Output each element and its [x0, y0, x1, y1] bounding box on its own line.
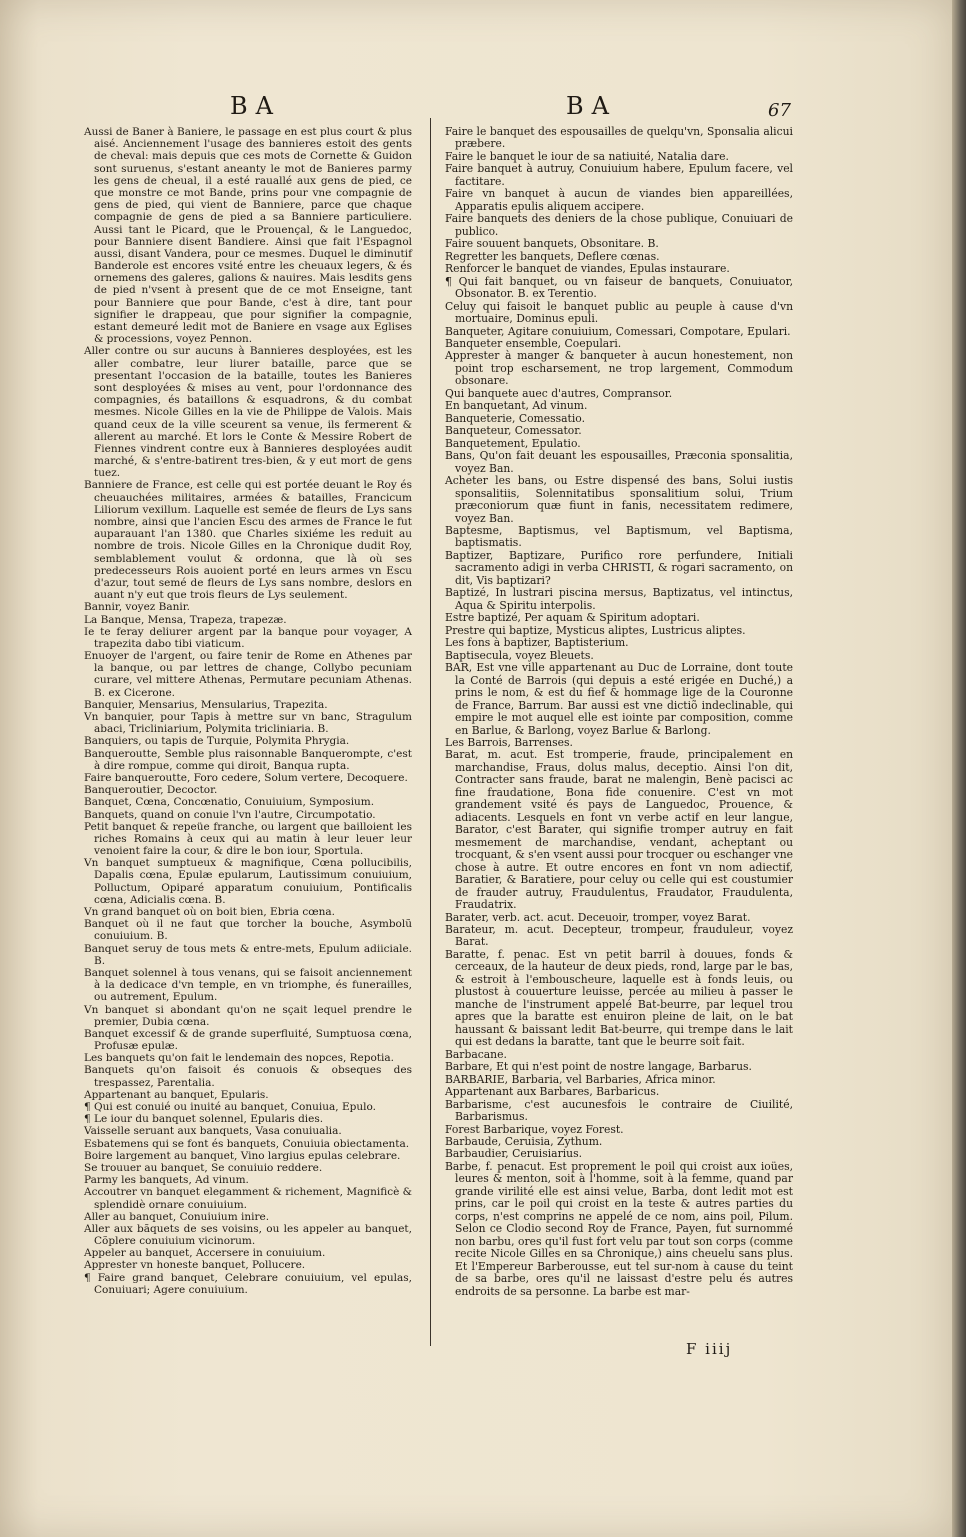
- dictionary-entry: Faire banqueroutte, Foro cedere, Solum vertere, Decoquere.: [84, 771, 408, 784]
- dictionary-entry: Banquiers, ou tapis de Turquie, Polymita Phrygia.: [84, 735, 350, 748]
- dictionary-entry: ¶ Faire grand banquet, Celebrare conuiuium, vel epulas, Conuiuari; Agere conuiuium.: [84, 1271, 412, 1296]
- dictionary-entry: Bans, Qu'on fait deuant les espousailles, Præconia sponsalitia, voyez Ban.: [445, 449, 793, 475]
- dictionary-entry: Vn banquier, pour Tapis à mettre sur vn banc, Stragulum abaci, Tricliniarium, Polymita tricliniaria. B.: [84, 711, 412, 736]
- dictionary-entry: Esbatemens qui se font és banquets, Conuiuia obiectamenta.: [84, 1137, 410, 1150]
- dictionary-entry: Enuoyer de l'argent, ou faire tenir de Rome en Athenes par la banque, ou par lettres de change, Collybo pecuniam curare, vel mittere Athenas, Permutare pecuniam Athenas. B. ex Cicerone.: [84, 650, 412, 699]
- dictionary-entry: Les banquets qu'on fait le lendemain des nopces, Repotia.: [84, 1052, 394, 1065]
- signature-mark: F iiij: [686, 1340, 733, 1358]
- dictionary-entry: Accoutrer vn banquet elegamment & richement, Magnificè & splendidè ornare conuiuium.: [84, 1186, 412, 1211]
- dictionary-entry: Barbe, f. penacut. Est proprement le poil qui croist aux ioües, leures & menton, soit à l'homme, soit à la femme, quand par grande virilité elle est ainsi velue, Barba, dont ledit mot est prins, car le poil qui croist en la teste & autres parties du corps, n'est comprins ne appelé de ce nom, ains poil, Pilum. Selon ce Clodio second Roy de France, Payen, fut surnommé non barbu, ores qu'il fust fort velu par tout son corps (comme recite Nicole Gilles en sa Chronique,) ains cheuelu sans plus. Et l'Empereur Barberousse, eut tel sur-nom à cause du teint de sa barbe, ores qu'il ne laissast d'estre pelu és autres endroits de sa personne. La barbe est mar-: [445, 1159, 793, 1298]
- column-divider: [430, 118, 431, 1346]
- dictionary-entry: Les fons à baptizer, Baptisterium.: [445, 636, 629, 650]
- dictionary-entry: Banqueteur, Comessator.: [445, 424, 582, 438]
- dictionary-entry: Faire souuent banquets, Obsonitare. B.: [445, 237, 659, 251]
- dictionary-entry: Barbacane.: [445, 1047, 507, 1061]
- dictionary-entry: En banquetant, Ad vinum.: [445, 399, 588, 413]
- dictionary-entry: Apprester vn honeste banquet, Pollucere.: [84, 1259, 306, 1272]
- dictionary-entry: Regretter les banquets, Deflere cœnas.: [445, 249, 660, 263]
- dictionary-entry: Faire banquet à autruy, Conuiuium habere, Epulum facere, vel factitare.: [445, 162, 793, 188]
- dictionary-entry: Petit banquet & repeüe franche, ou largent que bailloient les riches Romains à ceux qui au matin à leur leuer leur venoient faire la cour, & dire le bon iour, Sportula.: [84, 820, 412, 858]
- dictionary-entry: ¶ Qui fait banquet, ou vn faiseur de banquets, Conuiuator, Obsonator. B. ex Terentio.: [445, 274, 793, 301]
- dictionary-entry: Banquetement, Epulatio.: [445, 436, 581, 450]
- dictionary-entry: Banniere de France, est celle qui est portée deuant le Roy és cheuauchées militaires, armées & batailles, Francicum Liliorum vexillum. Laquelle est semée de fleurs de Lys sans nombre, ainsi que l'ancien Escu des armes de France le fut auparauant l'an 1380. que Charles sixiéme les reduit au nombre de trois. Nicole Gilles en la Chronique dudit Roy, semblablement voulut & ordonna, que là où ses predecesseurs Rois auoient porté en leurs armes vn Escu d'azur, tout semé de fleurs de Lys sans nombre, deslors en auant n'y eut que trois fleurs de Lys seulement.: [84, 479, 412, 602]
- dictionary-entry: Aller contre ou sur aucuns à Bannieres desployées, est les aller combatre, leur liurer bataille, parce que se presentant l'occasion de la bataille, toutes les Banieres sont desployées & mises au vent, pour l'ordonnance des compagnies, és bataillons & esquadrons, & du combat mesmes. Nicole Gilles en la vie de Philippe de Valois. Mais quand ceux de la ville sceurent sa venue, ils fermerent & allerent au marché. Et lors le Conte & Messire Robert de Fiennes vindrent contre eux à Bannieres desployées audit marché, & s'entre-batirent tres-bien, & y eut mort de gens tuez.: [84, 345, 412, 480]
- dictionary-entry: Baratte, f. penac. Est vn petit barril à douues, fonds & cerceaux, de la hauteur de deux pieds, rond, large par le bas, & estroit à l'embouscheure, laquelle est à fonds leuis, ou plustost à couuerture leuisse, percée au milieu à passer le manche de l'instrument appelé Bat-beurre, par lequel trou apres que la baratte est enuiron pleine de lait, on le bat haussant & baissant ledit Bat-beurre, qui trempe dans le lait qui est dedans la baratte, tant que le beurre soit fait.: [445, 947, 793, 1049]
- dictionary-entry: Baptizer, Baptizare, Purifico rore perfundere, Initiali sacramento adigi in verba CHRISTI, & rogari sacramento, on dit, Vis baptizari?: [445, 548, 793, 587]
- dictionary-entry: Banquets, quand on conuie l'vn l'autre, Circumpotatio.: [84, 808, 376, 821]
- dictionary-entry: Appartenant au banquet, Epularis.: [84, 1088, 269, 1101]
- dictionary-entry: Barateur, m. acut. Decepteur, trompeur, frauduleur, voyez Barat.: [445, 923, 793, 949]
- dictionary-entry: Banquet solennel à tous venans, qui se faisoit anciennement à la dedicace d'vn temple, en vn triomphe, és funerailles, ou autrement, Epulum.: [84, 966, 412, 1004]
- dictionary-entry: Vn grand banquet où on boit bien, Ebria cœna.: [84, 906, 336, 918]
- dictionary-entry: Banquet où il ne faut que torcher la bouche, Asymbolũ conuiuium. B.: [84, 918, 412, 943]
- dictionary-entry: Barater, verb. act. acut. Deceuoir, tromper, voyez Barat.: [445, 910, 751, 924]
- dictionary-entry: Baptizé, In lustrari piscina mersus, Baptizatus, vel intinctus, Aqua & Spiritu interpolis.: [445, 586, 793, 612]
- dictionary-entry: Appartenant aux Barbares, Barbaricus.: [445, 1085, 660, 1099]
- dictionary-entry: Banqueterie, Comessatio.: [445, 411, 586, 425]
- dictionary-entry: Aller au banquet, Conuiuium inire.: [84, 1210, 270, 1223]
- dictionary-entry: La Banque, Mensa, Trapeza, trapezæ.: [84, 613, 287, 626]
- page-edge: [952, 0, 966, 1537]
- dictionary-entry: Baptesme, Baptismus, vel Baptismum, vel Baptisma, baptismatis.: [445, 524, 793, 550]
- dictionary-entry: BAR, Est vne ville appartenant au Duc de Lorraine, dont toute la Conté de Barrois (qui depuis a esté erigée en Duché,) a prins le nom, & est du fief & hommage lige de la Couronne de France, Barrum. Bar aussi est vne dictiõ indeclinable, qui empire le mot auquel elle est iointe par composition, comme en Barlue, & Barlong, voyez Barlue & Barlong.: [445, 661, 793, 737]
- dictionary-entry: Renforcer le banquet de viandes, Epulas instaurare.: [445, 262, 730, 276]
- dictionary-entry: Barbarisme, c'est aucunesfois le contraire de Ciuilité, Barbarismus.: [445, 1097, 793, 1124]
- dictionary-entry: Banqueter, Agitare conuiuium, Comessari, Compotare, Epulari.: [445, 324, 791, 338]
- dictionary-entry: Faire le banquet le iour de sa natiuité, Natalia dare.: [445, 149, 729, 163]
- dictionary-entry: BARBARIE, Barbaria, vel Barbaries, Africa minor.: [445, 1072, 716, 1086]
- dictionary-entry: Barbare, Et qui n'est point de nostre langage, Barbarus.: [445, 1060, 752, 1074]
- dictionary-entry: Baptisecula, voyez Bleuets.: [445, 648, 594, 662]
- dictionary-entry: Vn banquet sumptueux & magnifique, Cœna pollucibilis, Dapalis cœna, Epulæ epularum, Lautissimum conuiuium, Polluctum, Opiparé apparatum conuiuium, Pontificalis cœna, Adicialis cœna. B.: [84, 857, 412, 906]
- dictionary-entry: Aller aux bãquets de ses voisins, ou les appeler au banquet, Cõplere conuiuium vicinorum.: [84, 1222, 412, 1248]
- page-number: 67: [768, 100, 791, 121]
- dictionary-entry: Boire largement au banquet, Vino largius epulas celebrare.: [84, 1149, 401, 1162]
- dictionary-entry: Parmy les banquets, Ad vinum.: [84, 1174, 249, 1187]
- dictionary-entry: Barat, m. acut. Est tromperie, fraude, principalement en marchandise, Fraus, dolus malus, deceptio. Ainsi l'on dit, Contracter sans fraude, barat ne malengin, Benè pacisci ac fine fraudatione, Bona fide conuenire. C'est vn mot grandement vsité és pays de Languedoc, Prouence, & adiacents. Lesquels en font vn verbe actif en leur langue, Barator, c'est Barater, qui signifie tromper autruy en fait mesmement de marchandise, vendant, acheptant ou trocquant, & s'en vsent aussi pour trocquer ou eschanger vne chose à autre. Et outre encores en font vn nom adiectif, Baratier, & Baratiere, pour celuy ou celle qui est coustumier de frauder autruy, Fraudulentus, Fraudator, Fraudulenta, Fraudatrix.: [445, 748, 793, 912]
- left-column: [84, 126, 412, 1296]
- dictionary-entry: Banqueter ensemble, Coepulari.: [445, 336, 622, 350]
- dictionary-entry: Forest Barbarique, voyez Forest.: [445, 1122, 624, 1136]
- dictionary-entry: Estre baptizé, Per aquam & Spiritum adoptari.: [445, 611, 700, 625]
- dictionary-entry: Barbaudier, Ceruisiarius.: [445, 1147, 583, 1161]
- dictionary-entry: Banquier, Mensarius, Mensularius, Trapezita.: [84, 698, 328, 711]
- right-column: [445, 126, 793, 1298]
- dictionary-entry: Les Barrois, Barrenses.: [445, 735, 573, 749]
- dictionary-entry: Se trouuer au banquet, Se conuiuio reddere.: [84, 1161, 323, 1174]
- dictionary-entry: Apprester à manger & banqueter à aucun honestement, non point trop escharsement, ne trop largement, Commodum obsonare.: [445, 349, 793, 388]
- dictionary-entry: Ie te feray deliurer argent par la banque pour voyager, A trapezita dabo tibi viaticum.: [84, 625, 412, 650]
- dictionary-entry: Banquet seruy de tous mets & entre-mets, Epulum adiiciale. B.: [84, 942, 412, 967]
- dictionary-entry: Qui banquete auec d'autres, Compransor.: [445, 386, 673, 400]
- dictionary-entry: Faire le banquet des espousailles de quelqu'vn, Sponsalia alicui præbere.: [445, 125, 793, 151]
- dictionary-entry: Banquet, Cœna, Concœnatio, Conuiuium, Symposium.: [84, 796, 375, 809]
- dictionary-entry: Bannir, voyez Banir.: [84, 601, 190, 614]
- running-head-right: BA: [566, 92, 617, 120]
- dictionary-entry: Aussi de Baner à Baniere, le passage en est plus court & plus aisé. Anciennement l'usage des bannieres estoit des gents de cheval: mais depuis que ces mots de Cornette & Guidon sont suruenus, s'estant aneanty le mot de Banieres parmy les gens de cheual, il a esté rauallé aux gens de pied, ce que monstre ce mot Bande, prins pour vne compagnie de gens de pied, qui vient de Banniere, parce que chaque compagnie de gens de pied a sa Banniere particuliere. Aussi tant le Picard, que le Prouençal, & le Languedoc, pour Banniere disent Bandiere. Ainsi que fait l'Espagnol aussi, disant Vandera, pour ce mesmes. Duquel le diminutif Banderole est encores vsité entre les cheuaux legers, & és ornemens des galeres, galions & nauires. Mais lesdits gens de pied n'vsent à present que de ce mot Enseigne, tant pour Banniere que pour Bande, c'est à dire, tant pour signifier le drappeau, que pour signifier la compagnie, estant demeuré ledit mot de Baniere en vsage aux Eglises & processions, voyez Pennon.: [84, 126, 412, 346]
- dictionary-entry: Vn banquet si abondant qu'on ne sçait lequel prendre le premier, Dubia cœna.: [84, 1003, 412, 1028]
- dictionary-entry: Faire banquets des deniers de la chose publique, Conuiuari de publico.: [445, 212, 793, 238]
- dictionary-entry: ¶ Le iour du banquet solennel, Epularis dies.: [84, 1113, 324, 1126]
- dictionary-entry: Celuy qui faisoit le banquet public au peuple à cause d'vn mortuaire, Dominus epuli.: [445, 299, 793, 326]
- running-head-left: BA: [230, 92, 281, 120]
- dictionary-entry: Acheter les bans, ou Estre dispensé des bans, Solui iustis sponsalitiis, Solennitatibus sponsalitium solui, Trium præconiorum quæ fiunt in fanis, necessitatem redimere, voyez Ban.: [445, 474, 793, 525]
- dictionary-entry: ¶ Qui est conuié ou inuité au banquet, Conuiua, Epulo.: [84, 1101, 376, 1113]
- dictionary-entry: Banqueroutte, Semble plus raisonnable Banquerompte, c'est à dire rompue, comme qui diroit, Banqua rupta.: [84, 747, 412, 772]
- dictionary-entry: Banqueroutier, Decoctor.: [84, 784, 218, 797]
- dictionary-entry: Vaisselle seruant aux banquets, Vasa conuiualia.: [84, 1125, 342, 1138]
- dictionary-entry: Prestre qui baptize, Mysticus aliptes, Lustricus aliptes.: [445, 623, 746, 637]
- dictionary-entry: Appeler au banquet, Accersere in conuiuium.: [84, 1247, 326, 1260]
- dictionary-entry: Banquet excessif & de grande superfluité, Sumptuosa cœna, Profusæ epulæ.: [84, 1027, 412, 1053]
- dictionary-entry: Faire vn banquet à aucun de viandes bien appareillées, Apparatis epulis aliquem accipere.: [445, 187, 793, 213]
- dictionary-entry: Banquets qu'on faisoit és conuois & obseques des trespassez, Parentalia.: [84, 1064, 412, 1089]
- dictionary-entry: Barbaude, Ceruisia, Zythum.: [445, 1134, 603, 1148]
